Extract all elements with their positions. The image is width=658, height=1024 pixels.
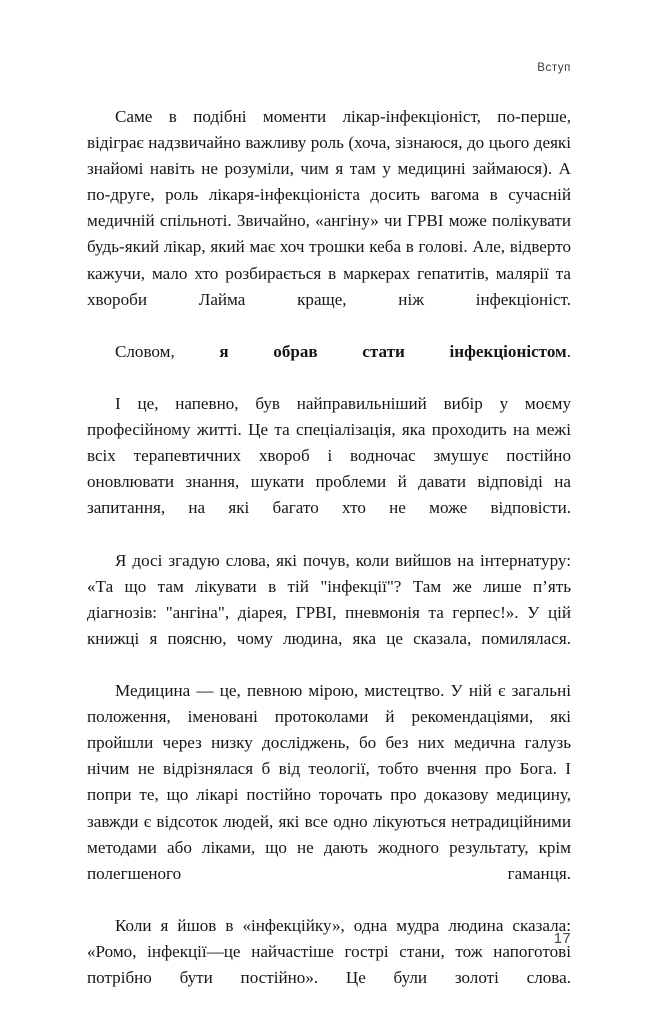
body-text: Я досі згадую слова, які почув, коли вийшов на інтернатуру: «Та що там лікувати в тій "інфекції"? Там же лише п’ять діагнозів: "ангіна", діарея, ГРВІ, пневмонія та герпес!». У цій книжці я поясню, чому людина, яка це сказала, помилялася. <box>87 550 571 648</box>
running-head: Вступ <box>537 62 571 74</box>
paragraph <box>87 913 571 1017</box>
body-text: Медицина — це, певною мірою, мистецтво. У ній є загальні положення, іменовані протоколами й рекомендаціями, які пройшли через низку досліджень, бо без них медична галузь нічим не відрізнялася б від теології, тобто вчення про Бога. І попри те, що лікарі постійно торочать про доказову медицину, завжди є відсоток людей, які все одно лікуються нетрадиційними методами або ліками, що не дають жодного результату, крім полегшеного гаманця. <box>87 681 571 883</box>
emphasis-text: я обрав стати інфекціоністом <box>219 341 567 361</box>
paragraph <box>87 678 571 913</box>
paragraph <box>87 391 571 548</box>
paragraph <box>87 548 571 678</box>
body-text: Словом, <box>115 341 220 361</box>
body-text: І це, напевно, був найправильніший вибір у моєму професійному житті. Це та спеціалізація, яка проходить на межі всіх терапевтичних хвороб і водночас змушує постійно оновлювати знання, шукати проблеми й давати відповіді на запитання, на які багато хто не може відповісти. <box>87 394 571 518</box>
paragraph <box>87 339 571 391</box>
paragraph <box>87 104 571 339</box>
body-text: . <box>566 341 571 361</box>
body-text-block <box>87 104 571 1017</box>
body-text: Коли я йшов в «інфекційку», одна мудра людина сказала: «Ромо, інфекції—це найчастіше гострі стани, тож напоготові потрібно бути постійно». Це були золоті слова. <box>87 915 571 988</box>
page-number: 17 <box>553 930 571 947</box>
body-text: Саме в подібні моменти лікар-інфекціоніст, по-перше, відіграє надзвичайно важливу роль (хоча, зізнаюся, до цього деякі знайомі навіть не розуміли, чим я там у медицині займаюся). А по-друге, роль лікаря-інфекціоніста досить вагома в сучасній медичній спільноті. Звичайно, «ангіну» чи ГРВІ може полікувати будь-який лікар, який має хоч трошки кеба в голові. Але, відверто кажучи, мало хто розбирається в маркерах гепатитів, малярії та хвороби Лайма краще, ніж інфекціоніст. <box>87 107 571 309</box>
